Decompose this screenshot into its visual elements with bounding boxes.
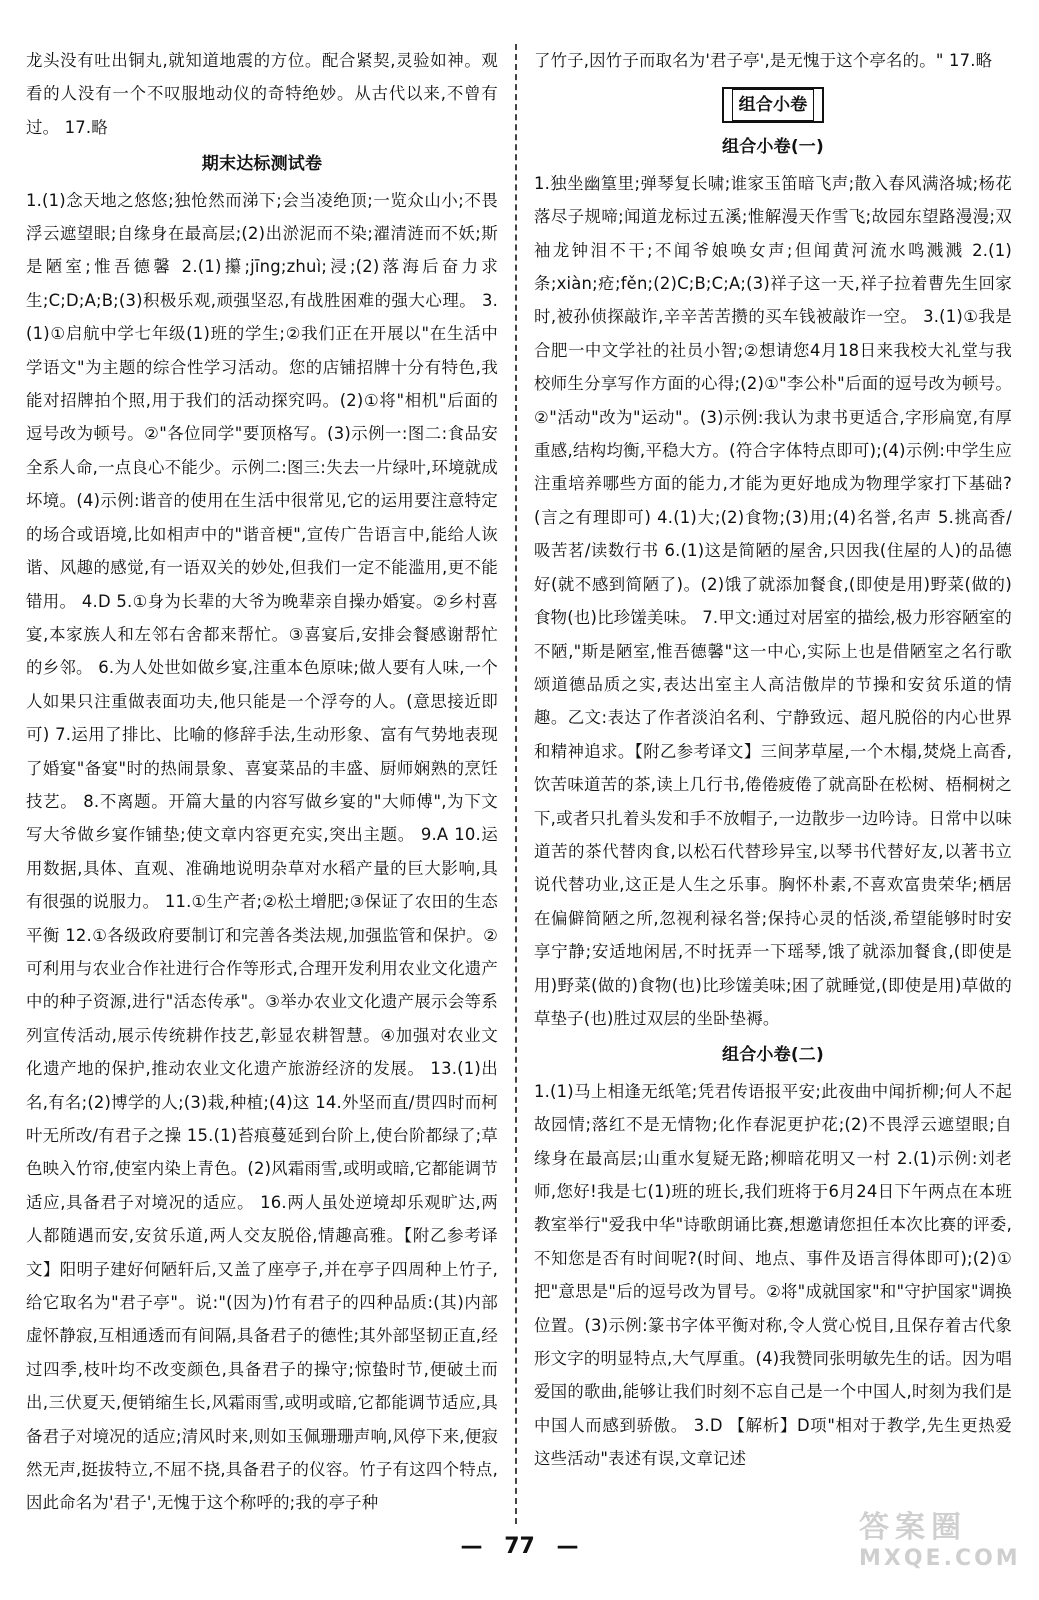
section1-title: 组合小卷(一) — [722, 137, 824, 158]
intro-paragraph: 龙头没有吐出铜丸,就知道地震的方位。配合紧契,灵验如神。观看的人没有一个不叹服地动仪的奇特绝妙。从古代以来,不曾有过。 17.略 — [26, 51, 498, 137]
exam-title: 期末达标测试卷 — [201, 154, 323, 175]
right-column — [534, 44, 1012, 1476]
boxed-heading-text: 组合小卷 — [732, 89, 815, 121]
boxed-heading-wrap — [534, 87, 1012, 127]
continuation-paragraph: 了竹子,因竹子而取名为'君子亭',是无愧于这个亭名的。" 17.略 — [534, 51, 993, 70]
boxed-heading — [722, 87, 825, 123]
page-number-value: 77 — [504, 1534, 535, 1559]
column-divider — [515, 44, 517, 1524]
left-column — [26, 44, 498, 1520]
page-number-left-dash: — — [460, 1534, 483, 1559]
page-number-right-dash: — — [556, 1534, 579, 1559]
watermark-bottom-text: MXQE.COM — [859, 1546, 1021, 1571]
section1-body: 1.独坐幽篁里;弹琴复长啸;谁家玉笛暗飞声;散入春风满洛城;杨花落尽子规啼;闻道龙标过五溪;惟解漫天作雪飞;故园东望路漫漫;双袖龙钟泪不干;不闻爷娘唤女声;但闻黄河流水鸣溅溅 2.(1)条;xiàn;疮;fěn;(2)C;B;C;A;(3)祥子这一天,祥子拉着曹先生回家时,被孙侦探敲诈,辛辛苦苦攒的买车钱被敲诈一空。 3.(1)①我是合肥一中文学社的社员小智;②想请您4月18日来我校大礼堂与我校师生分享写作方面的心得;(2)①"李公朴"后面的逗号改为顿号。②"活动"改为"运动"。(3)示例:我认为隶书更适合,字形扁宽,有厚重感,结构均衡,平稳大方。(符合字体特点即可);(4)示例:中学生应注重培养哪些方面的能力,才能为更好地成为物理学家打下基础?(言之有理即可) 4.(1)大;(2)食物;(3)用;(4)名誉,名声 5.挑高香/吸苦茗/读数行书 6.(1)这是简陋的屋舍,只因我(住屋的人)的品德好(就不感到简陋了)。(2)饿了就添加餐食,(即使是用)野菜(做的)食物(也)比珍馐美味。 7.甲文:通过对居室的描绘,极力形容陋室的不陋,"斯是陋室,惟吾德馨"这一中心,实际上也是借陋室之名行歌颂道德品质之实,表达出室主人高洁傲岸的节操和安贫乐道的情趣。乙文:表达了作者淡泊名利、宁静致远、超凡脱俗的内心世界和精神追求。【附乙参考译文】三间茅草屋,一个木榻,焚烧上高香,饮苦味道苦的茶,读上几行书,倦倦疲倦了就高卧在松树、梧桐树之下,或者只扎着头发和手不放帽子,一边散步一边吟诗。日常中以味道苦的茶代替肉食,以松石代替珍异宝,以琴书代替好友,以著书立说代替功业,这正是人生之乐事。胸怀朴素,不喜欢富贵荣华;栖居在偏僻简陋之所,忽视利禄名誉;保持心灵的恬淡,希望能够时时安享宁静;安适地闲居,不时抚弄一下瑶琴,饿了就添加餐食,(即使是用)野菜(做的)食物(也)比珍馐美味;困了就睡觉,(即使是用)草做的草垫子(也)胜过双层的坐卧垫褥。 — [534, 173, 1012, 1028]
section2-body: 1.(1)马上相逢无纸笔;凭君传语报平安;此夜曲中闻折柳;何人不起故园情;落红不是无情物;化作春泥更护花;(2)不畏浮云遮望眼;自缘身在最高层;山重水复疑无路;柳暗花明又一村 2.(1)示例:刘老师,您好!我是七(1)班的班长,我们班将于6月24日下午两点在本班教室举行"爱我中华"诗歌朗诵比赛,想邀请您担任本次比赛的评委,不知您是否有时间呢?(时间、地点、事件及语言得体即可);(2)①把"意思是"后的逗号改为冒号。②将"成就国家"和"守护国家"调换位置。(3)示例:篆书字体平衡对称,令人赏心悦目,且保存着古代象形文字的明显特点,大气厚重。(4)我赞同张明敏先生的话。因为唱爱国的歌曲,能够让我们时刻不忘自己是一个中国人,时刻为我们是中国人而感到骄傲。 3.D 【解析】D项"相对于教学,先生更热爱这些活动"表述有误,文章记述 — [534, 1081, 1012, 1469]
watermark-top-text: 答案圈 — [859, 1510, 967, 1545]
watermark-logo — [859, 1502, 1029, 1594]
exam-body: 1.(1)念天地之悠悠;独怆然而涕下;会当凌绝顶;一览众山小;不畏浮云遮望眼;自缘身在最高层;(2)出淤泥而不染;濯清涟而不妖;斯是陋室;惟吾德馨 2.(1)攥;jīng;zhuì;浸;(2)落海后奋力求生;C;D;A;B;(3)积极乐观,顽强坚忍,有战胜困难的强大心理。 3.(1)①启航中学七年级(1)班的学生;②我们正在开展以"在生活中学语文"为主题的综合性学习活动。您的店铺招牌十分有特色,我能对招牌拍个照,用于我们的活动探究吗。(2)①将"相机"后面的逗号改为顿号。②"各位同学"要顶格写。(3)示例一:图二:食品安全系人命,一点良心不能少。示例二:图三:失去一片绿叶,环境就成坏境。(4)示例:谐音的使用在生活中很常见,它的运用要注意特定的场合或语境,比如相声中的"谐音梗",宣传广告语言中,能给人诙谐、风趣的感觉,有一语双关的妙处,但我们一定不能滥用,更不能错用。 4.D 5.①身为长辈的大爷为晚辈亲自操办婚宴。②乡村喜宴,本家族人和左邻右舍都来帮忙。③喜宴后,安排会餐感谢帮忙的乡邻。 6.为人处世如做乡宴,注重本色原味;做人要有人味,一个人如果只注重做表面功夫,他只能是一个浮夸的人。(意思接近即可) 7.运用了排比、比喻的修辞手法,生动形象、富有气势地表现了婚宴"备宴"时的热闹景象、喜宴菜品的丰盛、厨师娴熟的烹饪技艺。 8.不离题。开篇大量的内容写做乡宴的"大师傅",为下文写大爷做乡宴作铺垫;使文章内容更充实,突出主题。 9.A 10.运用数据,具体、直观、准确地说明杂草对水稻产量的巨大影响,具有很强的说服力。 11.①生产者;②松土增肥;③保证了农田的生态平衡 12.①各级政府要制订和完善各类法规,加强监管和保护。②可利用与农业合作社进行合作等形式,合理开发利用农业文化遗产中的种子资源,进行"活态传承"。③举办农业文化遗产展示会等系列宣传活动,展示传统耕作技艺,彰显农耕智慧。④加强对农业文化遗产地的保护,推动农业文化遗产旅游经济的发展。 13.(1)出名,有名;(2)博学的人;(3)栽,种植;(4)这 14.外坚而直/贯四时而柯叶无所改/有君子之操 15.(1)苔痕蔓延到台阶上,使台阶都绿了;草色映入竹帘,使室内染上青色。(2)风霜雨雪,或明或暗,它都能调节适应,具备君子对境况的适应。 16.两人虽处逆境却乐观旷达,两人都随遇而安,安贫乐道,两人交友脱俗,情趣高雅。【附乙参考译文】阳明子建好何陋轩后,又盖了座亭子,并在亭子四周种上竹子,给它取名为"君子亭"。说:"(因为)竹有君子的四种品质:(其)内部虚怀静寂,互相通透而有间隔,具备君子的德性;其外部坚韧正直,经过四季,枝叶均不改变颜色,具备君子的操守;惊蛰时节,便破土而出,三伏夏天,便销缩生长,风霜雨雪,或明或暗,它都能调节适应,具备君子对境况的适应;清风时来,则如玉佩珊珊声响,风停下来,便寂然无声,挺拔特立,不屈不挠,具备君子的仪容。竹子有这四个特点,因此命名为'君子',无愧于这个称呼的;我的亭子种 — [26, 190, 498, 1513]
section2-title: 组合小卷(二) — [722, 1045, 824, 1066]
